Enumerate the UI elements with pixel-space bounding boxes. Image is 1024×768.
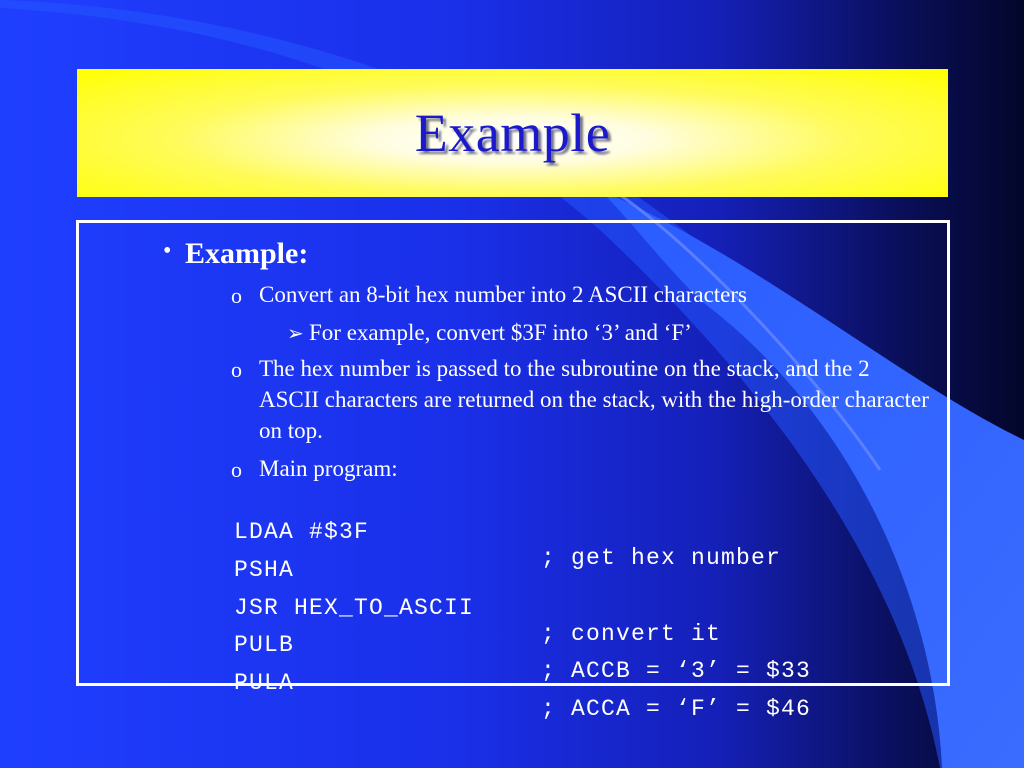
- circle-bullet-icon: o: [231, 457, 242, 482]
- code-instruction: PULA: [234, 670, 295, 696]
- sub-list-item-text: For example, convert $3F into ‘3’ and ‘F’: [309, 320, 692, 345]
- list-item: [231, 353, 929, 446]
- code-comment: ; ACCA = ‘F’ = $46: [541, 696, 812, 722]
- sub-list-item: [287, 320, 692, 346]
- heading-text: Example:: [185, 237, 309, 270]
- circle-bullet-icon: o: [231, 357, 242, 382]
- code-comment: ; convert it: [541, 621, 722, 647]
- slide-title: Example: [414, 103, 611, 163]
- code-instruction: LDAA #$3F: [234, 519, 370, 545]
- code-instruction: JSR HEX_TO_ASCII: [234, 595, 475, 621]
- title-banner: [77, 69, 948, 197]
- list-item-text: Main program:: [259, 456, 398, 481]
- content-panel: [76, 220, 950, 722]
- code-instruction: PULB: [234, 632, 295, 658]
- bullet-dot-icon: •: [163, 238, 172, 264]
- list-item: [231, 456, 398, 482]
- heading-item: [163, 237, 309, 271]
- arrow-bullet-icon: ➢: [287, 323, 304, 345]
- code-comment: ; get hex number: [541, 545, 782, 571]
- list-item-text: Convert an 8-bit hex number into 2 ASCII characters: [259, 282, 747, 307]
- code-comment: ; ACCB = ‘3’ = $33: [541, 658, 812, 684]
- circle-bullet-icon: o: [231, 283, 242, 308]
- list-item: [231, 282, 747, 308]
- code-instruction: PSHA: [234, 557, 295, 583]
- list-item-text: The hex number is passed to the subroutine on the stack, and the 2 ASCII characters are returned on the stack, with the high-order character on top.: [259, 356, 929, 443]
